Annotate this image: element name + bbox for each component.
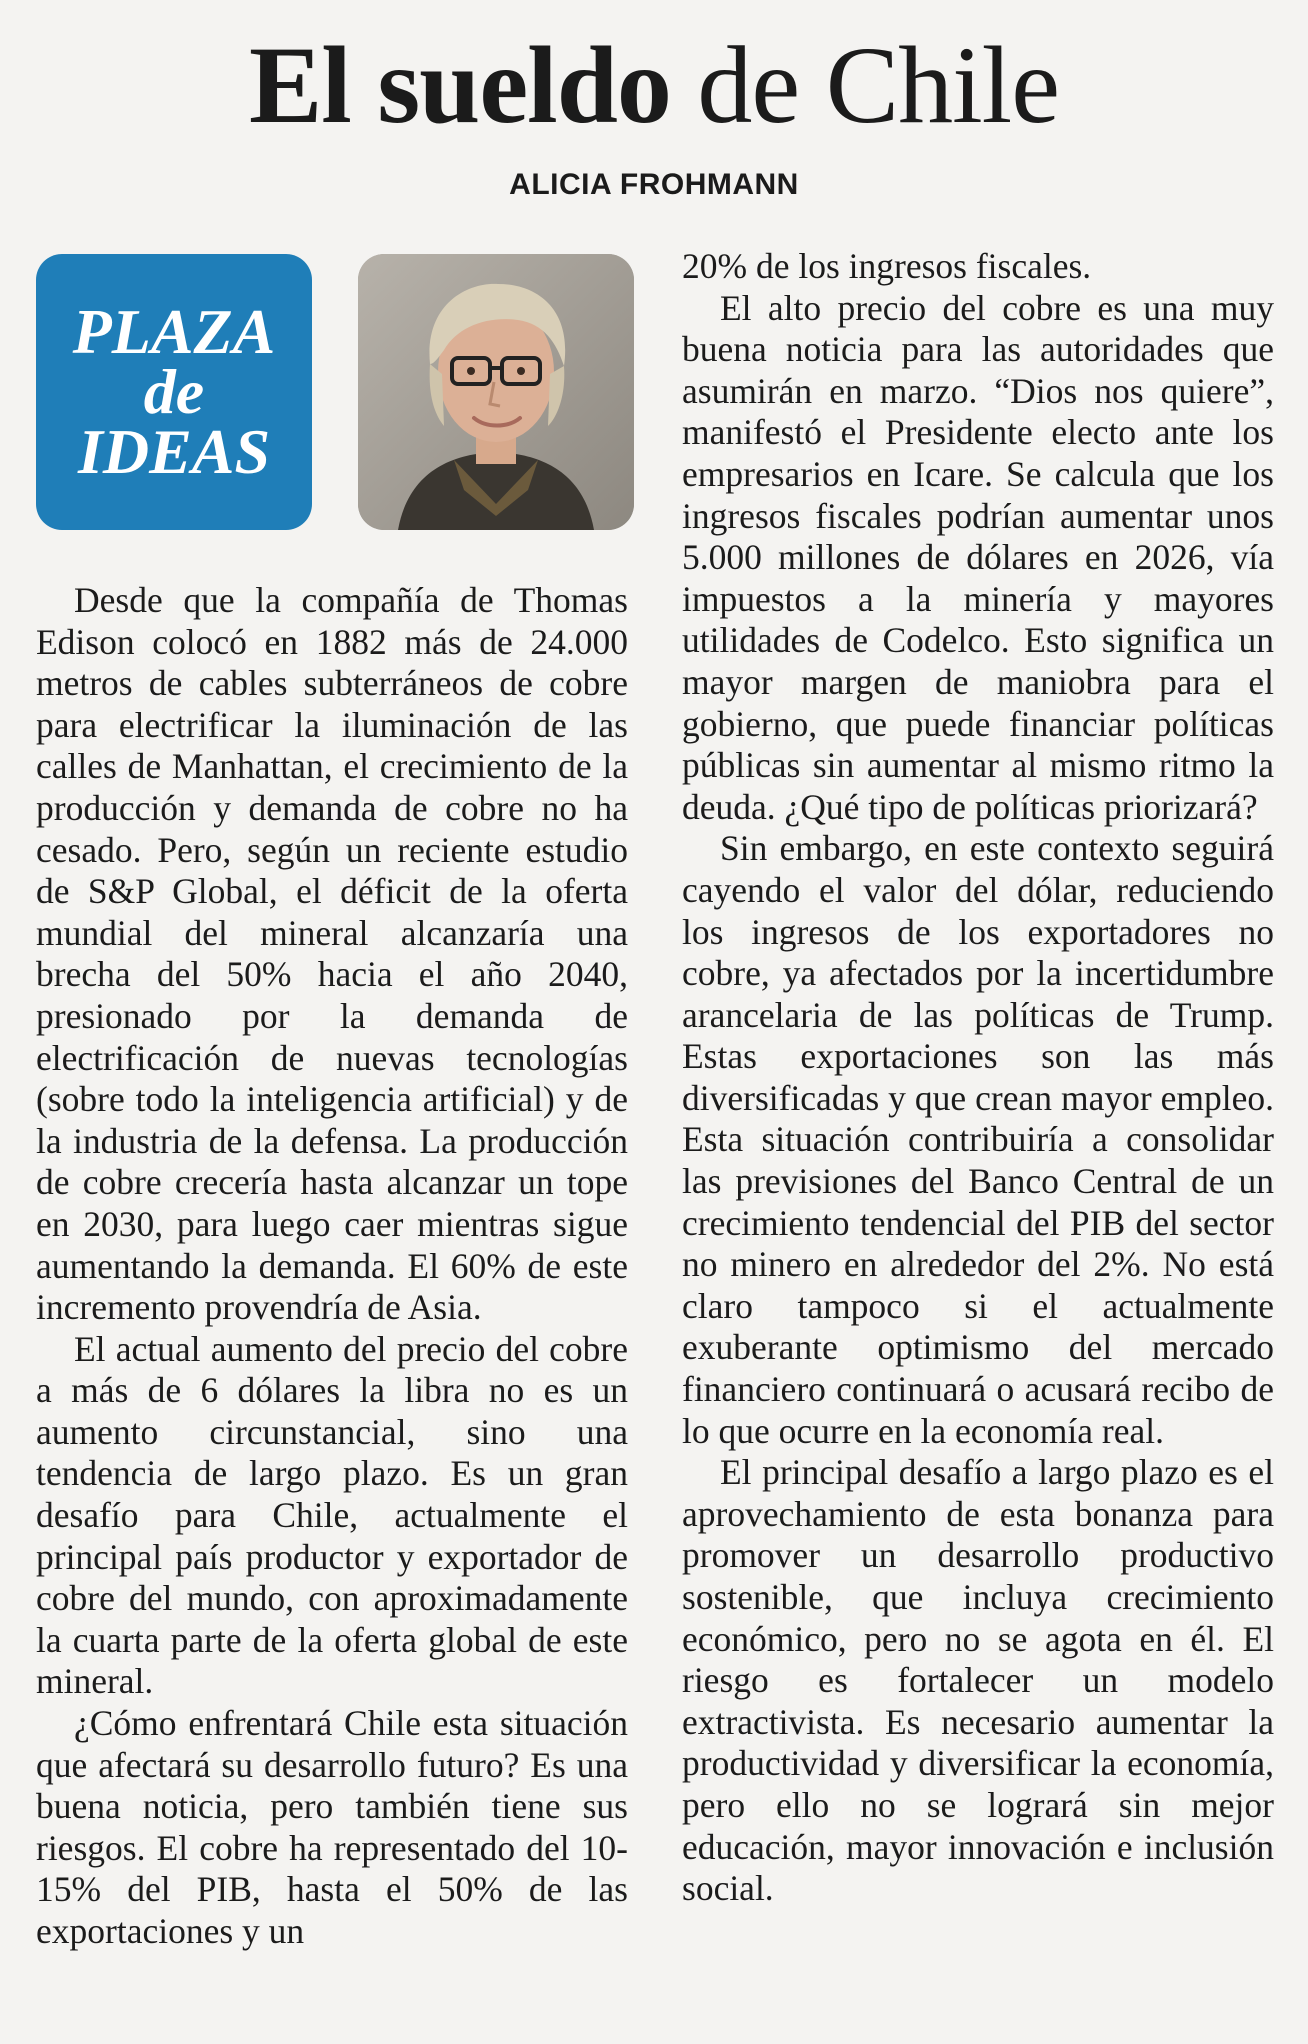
article-paragraph: El actual aumento del precio del cobre a más de 6 dólares la libra no es un aumento circunstancial, sino una tendencia de largo plazo. Es un gran desafío para Chile, actualmente el principal país productor y exportador de cobre del mundo, con aproximadamente la cuarta parte de la oferta global de este mineral.	[36, 1328, 628, 1702]
badge-line-1: PLAZA	[72, 296, 276, 367]
headline-regular-part: de Chile	[697, 24, 1060, 146]
article-paragraph: El principal desafío a largo plazo es el aprovechamiento de esta bonanza para promover un desarrollo productivo sostenible, que incluya crecimiento económico, pero no se agota en él. El riesgo es fortalecer un modelo extractivista. Es necesario aumentar la productividad y diversificar la economía, pero ello no se logrará sin mejor educación, mayor innovación e inclusión social.	[682, 1452, 1274, 1909]
badge-line-2: de	[143, 356, 205, 427]
badge-line-3: IDEAS	[77, 416, 271, 487]
article-column-left	[36, 580, 628, 1953]
article-paragraph-continuation: 20% de los ingresos fiscales.	[682, 246, 1092, 286]
headline-bold-part: El sueldo	[248, 24, 671, 146]
headline	[0, 20, 1308, 150]
article-paragraph: El alto precio del cobre es una muy buena noticia para las autoridades que asumirán en marzo. “Dios nos quiere”, manifestó el Presidente electo ante los empresarios en Icare. Se calcula que los ingresos fiscales podrían aumentar unos 5.000 millones de dólares en 2026, vía impuestos a la minería y mayores utilidades de Codelco. Esto significa un mayor margen de maniobra para el gobierno, que puede financiar políticas públicas sin aumentar al mismo ritmo la deuda. ¿Qué tipo de políticas priorizará?	[682, 287, 1274, 827]
article-paragraph: Sin embargo, en este contexto seguirá cayendo el valor del dólar, reduciendo los ingresos de los exportadores no cobre, ya afectados por la incertidumbre arancelaria de las políticas de Trump. Estas exportaciones son las más diversificadas y que crean mayor empleo. Esta situación contribuiría a consolidar las previsiones del Banco Central de un crecimiento tendencial del PIB del sector no minero en alrededor del 2%. No está claro tampoco si el actualmente exuberante optimismo del mercado financiero continuará o acusará recibo de lo que ocurre en la economía real.	[682, 828, 1274, 1451]
article-column-right	[682, 246, 1274, 1910]
author-portrait	[358, 254, 634, 530]
author-byline: ALICIA FROHMANN	[509, 168, 799, 201]
section-badge	[36, 254, 312, 530]
article-paragraph: ¿Cómo enfrentará Chile esta situación que afectará su desarrollo futuro? Es una buena noticia, pero también tiene sus riesgos. El cobre ha representado del 10-15% del PIB, hasta el 50% de las exportaciones y un	[36, 1703, 628, 1951]
article-paragraph: Desde que la compañía de Thomas Edison colocó en 1882 más de 24.000 metros de cables subterráneos de cobre para electrificar la iluminación de las calles de Manhattan, el crecimiento de la producción y demanda de cobre no ha cesado. Pero, según un reciente estudio de S&P Global, el déficit de la oferta mundial del mineral alcanzaría una brecha del 50% hacia el año 2040, presionado por la demanda de electrificación de nuevas tecnologías (sobre todo la inteligencia artificial) y de la industria de la defensa. La producción de cobre crecería hasta alcanzar un tope en 2030, para luego caer mientras sigue aumentando la demanda. El 60% de este incremento provendría de Asia.	[36, 580, 628, 1328]
